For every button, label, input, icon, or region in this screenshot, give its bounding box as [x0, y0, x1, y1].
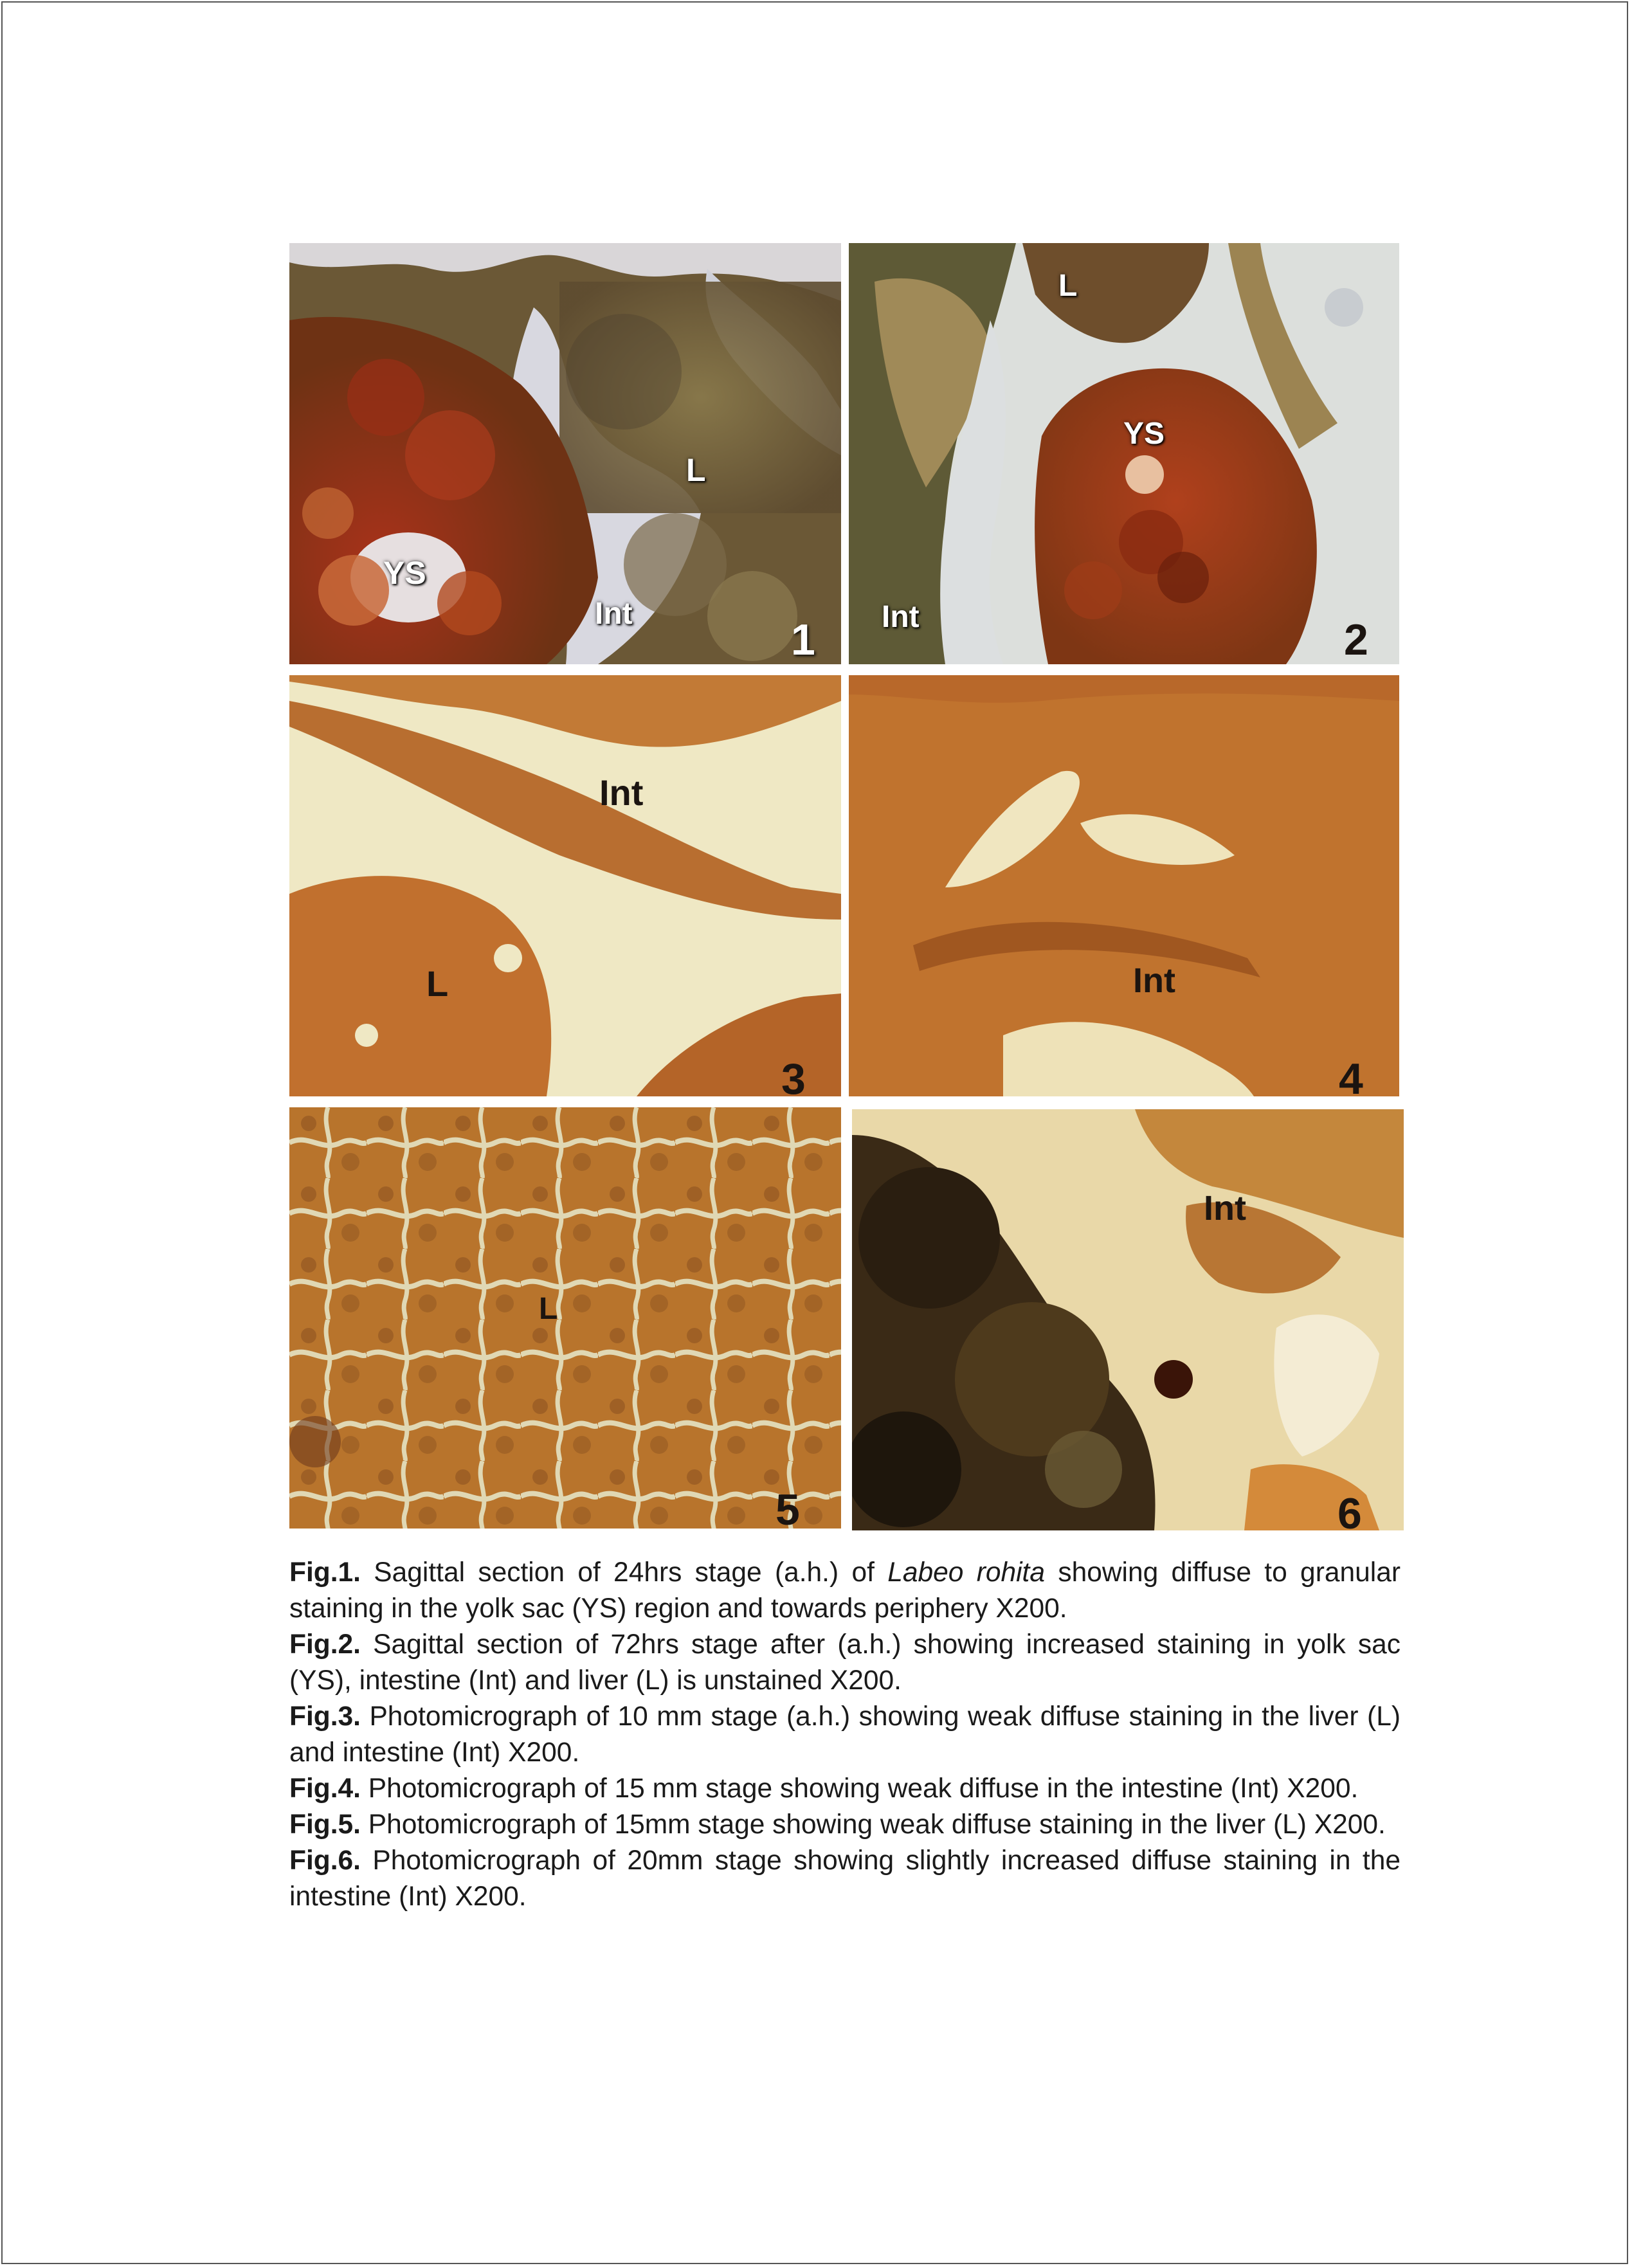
label-liver: L — [1058, 269, 1078, 303]
caption-fig-1-label: Fig.1. — [289, 1557, 361, 1588]
caption-fig-5 — [289, 1807, 1401, 1843]
caption-fig-2-label: Fig.2. — [289, 1629, 361, 1660]
caption-fig-3-label: Fig.3. — [289, 1701, 361, 1732]
caption-fig-5-text: Photomicrograph of 15mm stage showing weak diffuse staining in the liver (L) X200. — [360, 1810, 1386, 1840]
micrograph-3-image — [289, 675, 841, 1096]
label-intestine: Int — [1204, 1189, 1246, 1228]
panel-number-6: 6 — [1337, 1489, 1362, 1530]
label-liver: L — [426, 963, 449, 1004]
caption-fig-1-species: Labeo rohita — [887, 1557, 1046, 1588]
micrograph-panel-1 — [289, 243, 841, 664]
micrograph-5-image — [289, 1107, 841, 1529]
label-intestine: Int — [1133, 961, 1175, 1000]
panel-number-5: 5 — [775, 1485, 800, 1529]
label-liver: L — [686, 452, 706, 488]
micrograph-2-image — [849, 243, 1399, 664]
caption-fig-3-text: Photomicrograph of 10 mm stage (a.h.) showing weak diffuse staining in the liver (L) and intestine (Int) X200. — [289, 1701, 1401, 1768]
caption-fig-4-label: Fig.4. — [289, 1774, 361, 1804]
caption-fig-1 — [289, 1555, 1401, 1627]
panel-number-3: 3 — [781, 1055, 806, 1096]
micrograph-panel-2 — [849, 243, 1399, 664]
label-intestine: Int — [599, 772, 644, 813]
micrograph-panel-3 — [289, 675, 841, 1096]
micrograph-1-image — [289, 243, 841, 664]
caption-fig-2-text: Sagittal section of 72hrs stage after (a.h.) showing increased staining in yolk sac (YS), intestine (Int) and liver (L) is unstained X200. — [289, 1629, 1401, 1696]
micrograph-panel-6 — [852, 1109, 1404, 1530]
micrograph-6-image — [852, 1109, 1404, 1530]
caption-fig-3 — [289, 1699, 1401, 1771]
label-intestine: Int — [882, 600, 920, 634]
caption-fig-6-text: Photomicrograph of 20mm stage showing slightly increased diffuse staining in the intestine (Int) X200. — [289, 1846, 1401, 1912]
caption-fig-2 — [289, 1627, 1401, 1699]
label-liver: L — [539, 1292, 558, 1326]
micrograph-4-image — [849, 675, 1399, 1096]
panel-number-1: 1 — [791, 615, 815, 664]
label-yolk-sac: YS — [1123, 417, 1165, 451]
label-yolk-sac: YS — [383, 555, 426, 591]
label-intestine: Int — [595, 597, 633, 631]
caption-fig-4 — [289, 1771, 1401, 1807]
caption-fig-4-text: Photomicrograph of 15 mm stage showing weak diffuse in the intestine (Int) X200. — [360, 1774, 1359, 1804]
figure-captions — [289, 1555, 1401, 1915]
micrograph-panel-4 — [849, 675, 1399, 1096]
caption-fig-5-label: Fig.5. — [289, 1810, 361, 1840]
panel-number-4: 4 — [1339, 1055, 1363, 1096]
caption-fig-6 — [289, 1843, 1401, 1915]
panel-number-2: 2 — [1344, 615, 1368, 664]
caption-fig-1-text-a: Sagittal section of 24hrs stage (a.h.) of — [360, 1557, 888, 1588]
caption-fig-1-text-b: showing diffuse to granular staining in the yolk sac (YS) region and towards periphery X200. — [289, 1557, 1401, 1624]
caption-fig-6-label: Fig.6. — [289, 1846, 361, 1876]
micrograph-panel-5 — [289, 1107, 841, 1529]
